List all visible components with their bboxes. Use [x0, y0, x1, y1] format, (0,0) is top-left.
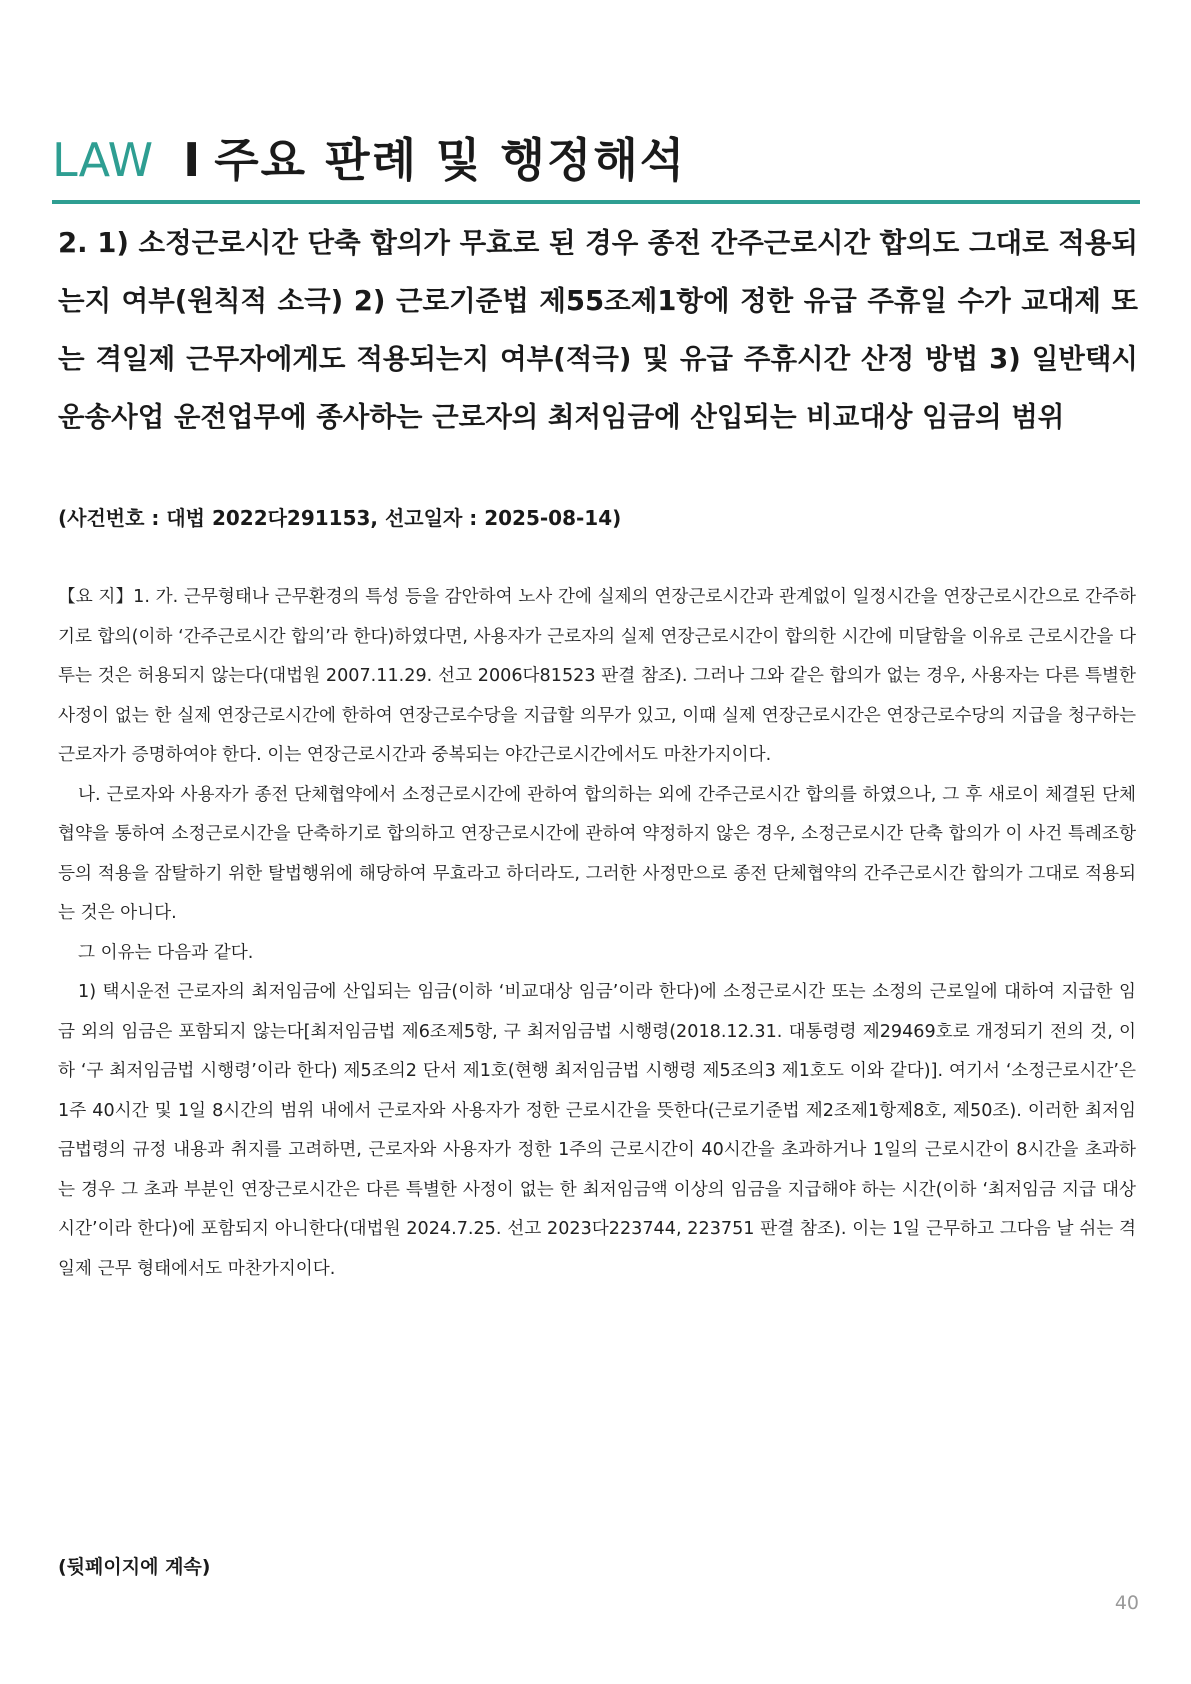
header-separator: I — [183, 133, 201, 187]
page-header — [52, 128, 1140, 204]
summary-paragraph-2: 나. 근로자와 사용자가 종전 단체협약에서 소정근로시간에 관하여 합의하는 외에 간주근로시간 합의를 하였으나, 그 후 새로이 체결된 단체협약을 통하여 소정근로시간을 단축하기로 합의하고 연장근로시간에 관하여 약정하지 않은 경우, 소정근로시간 단축 합의가 이 사건 특례조항 등의 적용을 잠탈하기 위한 탈법행위에 해당하여 무효라고 하더라도, 그러한 사정만으로 종전 단체협약의 간주근로시간 합의가 그대로 적용되는 것은 아니다. — [58, 784, 1136, 923]
article-body — [58, 578, 1136, 1289]
law-label: LAW — [52, 133, 154, 187]
summary-paragraph-3: 그 이유는 다음과 같다. — [78, 942, 254, 963]
section-title: 주요 판례 및 행정해석 — [214, 133, 687, 187]
continue-note: (뒷페이지에 계속) — [58, 1556, 211, 1578]
article-title: 2. 1) 소정근로시간 단축 합의가 무효로 된 경우 종전 간주근로시간 합의도 그대로 적용되는지 여부(원칙적 소극) 2) 근로기준법 제55조제1항에 정한 유급 주휴일 수가 교대제 또는 격일제 근무자에게도 적용되는지 여부(적극) 및 유급 주휴시간 산정 방법 3) 일반택시운송사업 운전업무에 종사하는 근로자의 최저임금에 산입되는 비교대상 임금의 범위 — [58, 227, 1138, 433]
summary-paragraph-4: 1) 택시운전 근로자의 최저임금에 산입되는 임금(이하 ‘비교대상 임금’이라 한다)에 소정근로시간 또는 소정의 근로일에 대하여 지급한 임금 외의 임금은 포함되지 않는다[최저임금법 제6조제5항, 구 최저임금법 시행령(2018.12.31. 대통령령 제29469호로 개정되기 전의 것, 이하 ‘구 최저임금법 시행령’이라 한다) 제5조의2 단서 제1호(현행 최저임금법 시행령 제5조의3 제1호도 이와 같다)]. 여기서 ‘소정근로시간’은 1주 40시간 및 1일 8시간의 범위 내에서 근로자와 사용자가 정한 근로시간을 뜻한다(근로기준법 제2조제1항제8호, 제50조). 이러한 최저임금법령의 규정 내용과 취지를 고려하면, 근로자와 사용자가 정한 1주의 근로시간이 40시간을 초과하거나 1일의 근로시간이 8시간을 초과하는 경우 그 초과 부분인 연장근로시간은 다른 특별한 사정이 없는 한 최저임금액 이상의 임금을 지급해야 하는 시간(이하 ‘최저임금 지급 대상 시간’이라 한다)에 포함되지 아니한다(대법원 2024.7.25. 선고 2023다223744, 223751 판결 참조). 이는 1일 근무하고 그다음 날 쉬는 격일제 근무 형태에서도 마찬가지이다. — [58, 982, 1136, 1279]
summary-paragraph-1: 【요 지】1. 가. 근무형태나 근무환경의 특성 등을 감안하여 노사 간에 실제의 연장근로시간과 관계없이 일정시간을 연장근로시간으로 간주하기로 합의(이하 ‘간주근로시간 합의’라 한다)하였다면, 사용자가 근로자의 실제 연장근로시간이 합의한 시간에 미달함을 이유로 근로시간을 다투는 것은 허용되지 않는다(대법원 2007.11.29. 선고 2006다81523 판결 참조). 그러나 그와 같은 합의가 없는 경우, 사용자는 다른 특별한 사정이 없는 한 실제 연장근로시간에 한하여 연장근로수당을 지급할 의무가 있고, 이때 실제 연장근로시간은 연장근로수당의 지급을 청구하는 근로자가 증명하여야 한다. 이는 연장근로시간과 중복되는 야간근로시간에서도 마찬가지이다. — [58, 587, 1136, 765]
case-info: (사건번호 : 대법 2022다291153, 선고일자 : 2025-08-14) — [58, 506, 622, 530]
page-number: 40 — [1114, 1592, 1139, 1614]
